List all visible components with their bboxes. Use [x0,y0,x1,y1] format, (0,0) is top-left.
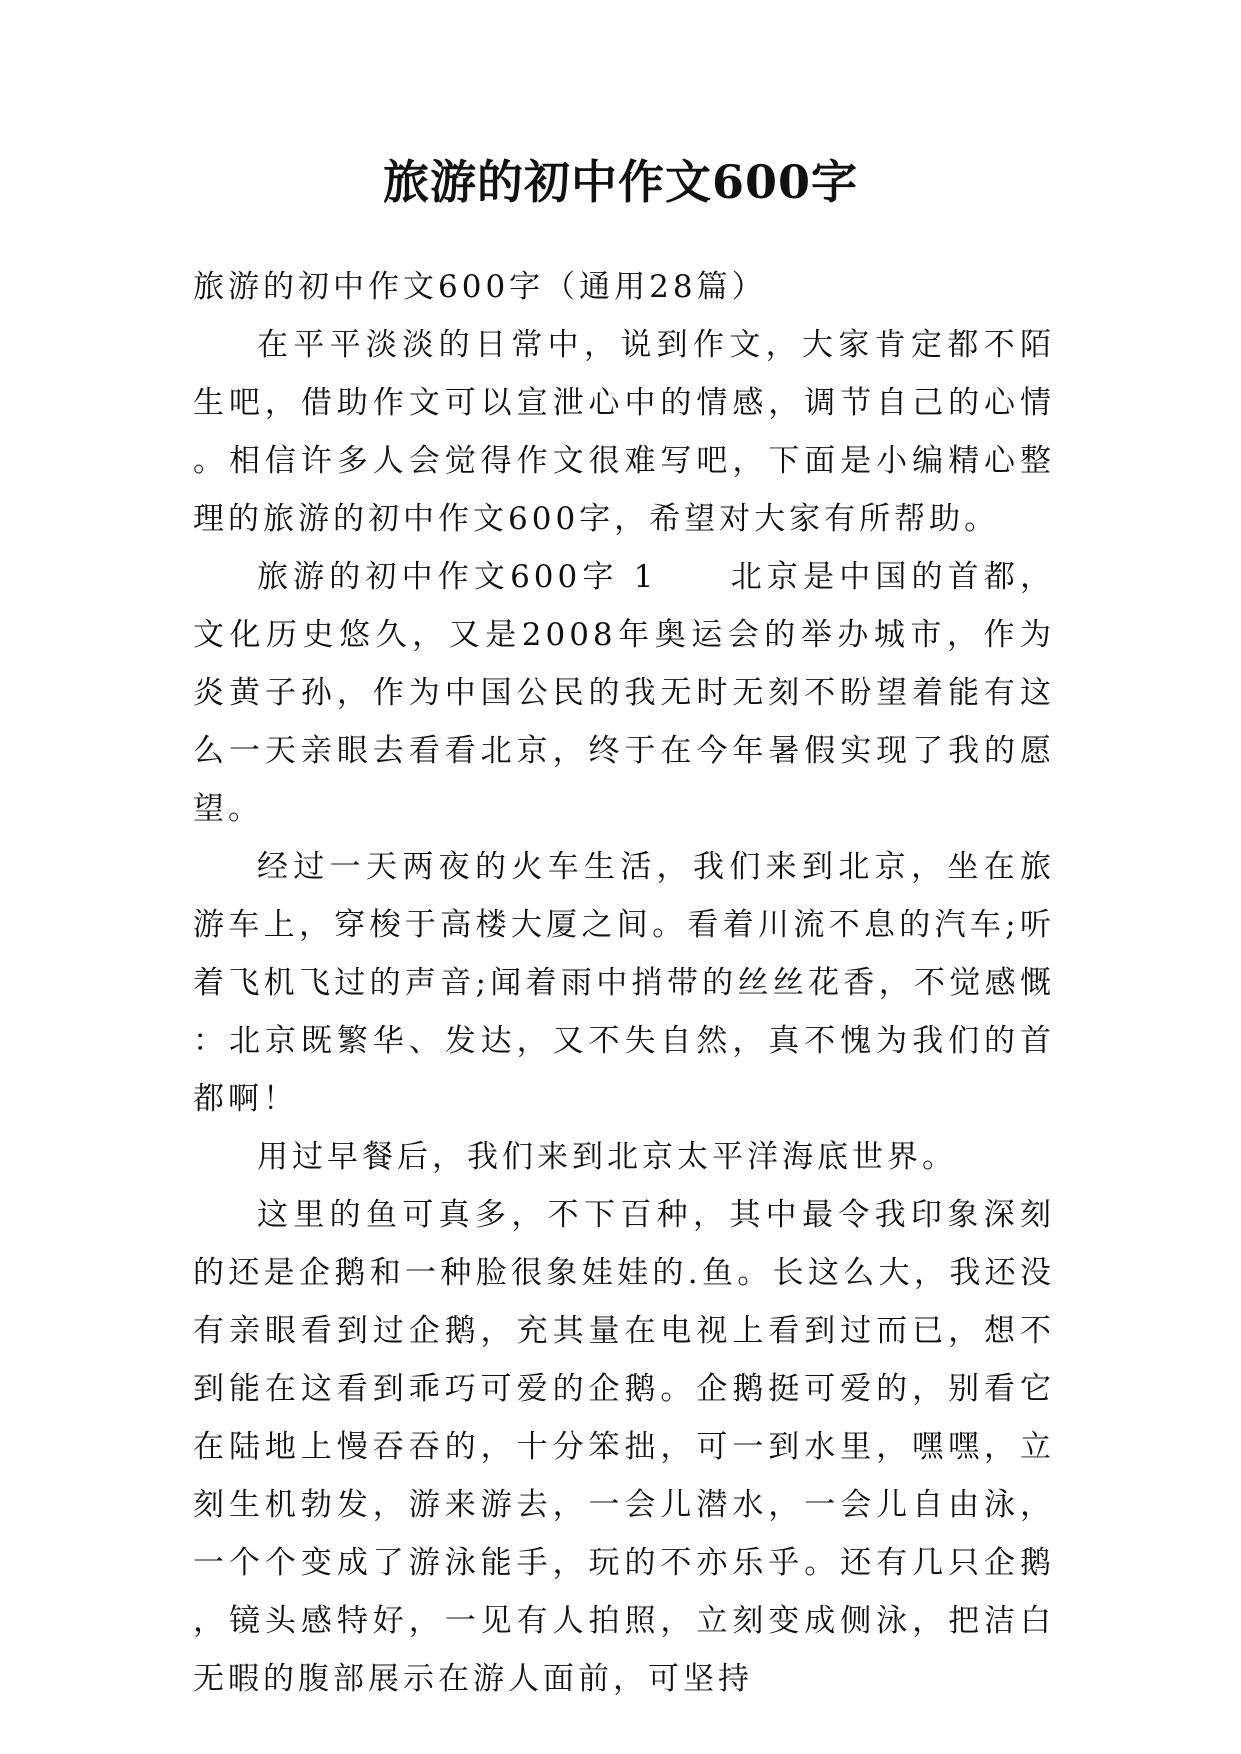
essay-paragraph: 经过一天两夜的火车生活，我们来到北京，坐在旅游车上，穿梭于高楼大厦之间。看着川流不息的汽车;听着飞机飞过的声音;闻着雨中捎带的丝丝花香，不觉感慨：北京既繁华、发达，又不失自然，真不愧为我们的首都啊！ [193,849,1055,1117]
intro-paragraph: 在平平淡淡的日常中，说到作文，大家肯定都不陌生吧，借助作文可以宣泄心中的情感，调节自己的心情。相信许多人会觉得作文很难写吧，下面是小编精心整理的旅游的初中作文600字，希望对大家有所帮助。 [193,327,1055,537]
document-body [193,258,1055,1708]
essay-paragraph: 旅游的初中作文600字 1 北京是中国的首都，文化历史悠久，又是2008年奥运会的举办城市，作为炎黄子孙，作为中国公民的我无时无刻不盼望着能有这么一天亲眼去看看北京，终于在今年暑假实现了我的愿望。 [193,559,1055,827]
essay-paragraph: 用过早餐后，我们来到北京太平洋海底世界。 [257,1139,957,1175]
subtitle-paragraph: 旅游的初中作文600字（通用28篇） [193,269,767,305]
essay-paragraph: 这里的鱼可真多，不下百种，其中最令我印象深刻的还是企鹅和一种脸很象娃娃的.鱼。长这么大，我还没有亲眼看到过企鹅，充其量在电视上看到过而已，想不到能在这看到乖巧可爱的企鹅。企鹅挺可爱的，别看它在陆地上慢吞吞的，十分笨拙，可一到水里，嘿嘿，立刻生机勃发，游来游去，一会儿潜水，一会儿自由泳，一个个变成了游泳能手，玩的不亦乐乎。还有几只企鹅，镜头感特好，一见有人拍照，立刻变成侧泳，把洁白无暇的腹部展示在游人面前，可坚持 [193,1197,1055,1697]
document-title: 旅游的初中作文600字 [382,155,859,209]
